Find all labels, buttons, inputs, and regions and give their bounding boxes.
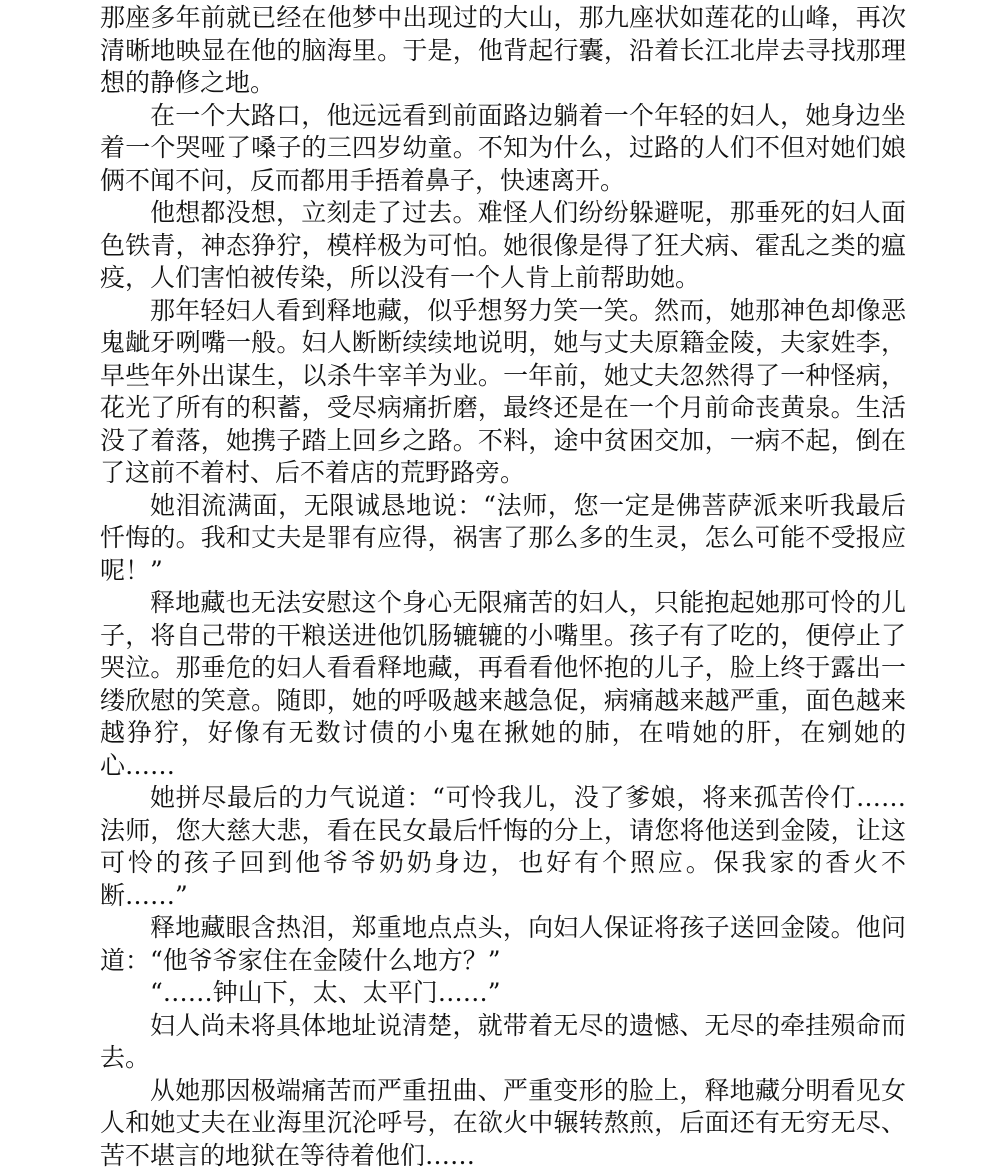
paragraph-6: 释地藏也无法安慰这个身心无限痛苦的妇人，只能抱起她那可怜的儿子，将自己带的干粮送进他饥肠辘辘的小嘴里。孩子有了吃的，便停止了哭泣。那垂危的妇人看看释地藏，再看看他怀抱的儿子，脸上终于露出一缕欣慰的笑意。随即，她的呼吸越来越急促，病痛越来越严重，面色越来越狰狞，好像有无数讨债的小鬼在揪她的肺，在啃她的肝，在剜她的心…… [100,587,906,782]
paragraph-8: 释地藏眼含热泪，郑重地点点头，向妇人保证将孩子送回金陵。他问道：“他爷爷家住在金陵什么地方？” [100,912,906,977]
paragraph-10: 妇人尚未将具体地址说清楚，就带着无尽的遗憾、无尽的牵挂殒命而去。 [100,1010,906,1075]
paragraph-9: “……钟山下，太、太平门……” [100,977,906,1010]
paragraph-11: 从她那因极端痛苦而严重扭曲、严重变形的脸上，释地藏分明看见女人和她丈夫在业海里沉沦呼号，在欲火中辗转熬煎，后面还有无穷无尽、苦不堪言的地狱在等待着他们…… [100,1075,906,1172]
paragraph-7: 她拼尽最后的力气说道：“可怜我儿，没了爹娘，将来孤苦伶仃……法师，您大慈大悲，看在民女最后忏悔的分上，请您将他送到金陵，让这可怜的孩子回到他爷爷奶奶身边，也好有个照应。保我家的香火不断……” [100,782,906,912]
paragraph-1: 那座多年前就已经在他梦中出现过的大山，那九座状如莲花的山峰，再次清晰地映显在他的脑海里。于是，他背起行囊，沿着长江北岸去寻找那理想的静修之地。 [100,2,906,100]
paragraph-4: 那年轻妇人看到释地藏，似乎想努力笑一笑。然而，她那神色却像恶鬼龇牙咧嘴一般。妇人断断续续地说明，她与丈夫原籍金陵，夫家姓李，早些年外出谋生，以杀牛宰羊为业。一年前，她丈夫忽然得了一种怪病，花光了所有的积蓄，受尽病痛折磨，最终还是在一个月前命丧黄泉。生活没了着落，她携子踏上回乡之路。不料，途中贫困交加，一病不起，倒在了这前不着村、后不着店的荒野路旁。 [100,295,906,490]
document-page [100,2,906,1172]
paragraph-5: 她泪流满面，无限诚恳地说：“法师，您一定是佛菩萨派来听我最后忏悔的。我和丈夫是罪有应得，祸害了那么多的生灵，怎么可能不受报应呢！” [100,490,906,588]
paragraph-3: 他想都没想，立刻走了过去。难怪人们纷纷躲避呢，那垂死的妇人面色铁青，神态狰狞，模样极为可怕。她很像是得了狂犬病、霍乱之类的瘟疫，人们害怕被传染，所以没有一个人肯上前帮助她。 [100,197,906,295]
paragraph-2: 在一个大路口，他远远看到前面路边躺着一个年轻的妇人，她身边坐着一个哭哑了嗓子的三四岁幼童。不知为什么，过路的人们不但对她们娘俩不闻不问，反而都用手捂着鼻子，快速离开。 [100,100,906,198]
